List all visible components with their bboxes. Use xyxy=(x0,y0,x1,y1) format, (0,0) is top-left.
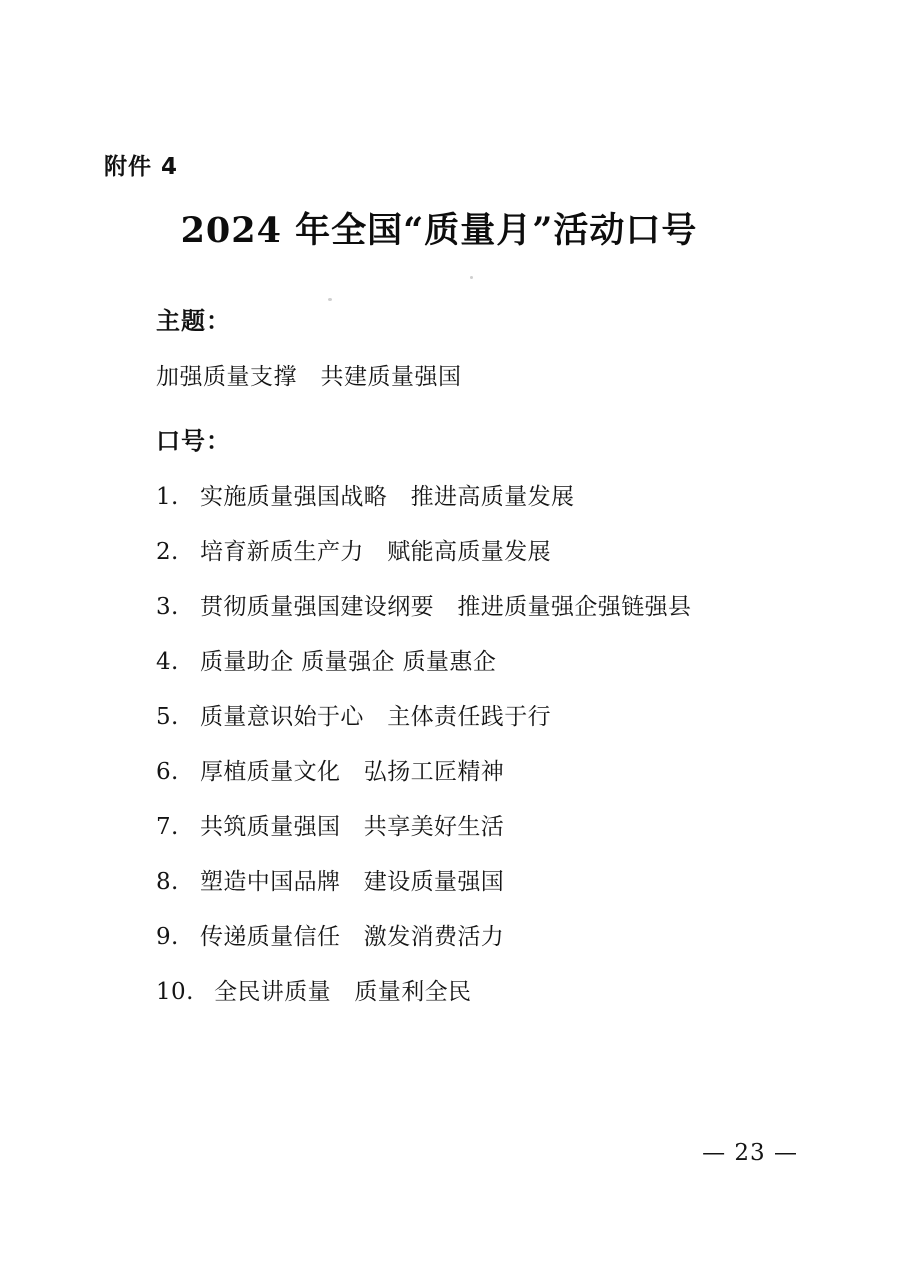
list-item xyxy=(104,918,804,951)
list-item-number: 9. xyxy=(156,924,179,950)
list-item-text: 全民讲质量 质量利全民 xyxy=(214,979,472,1005)
list-item-text: 实施质量强国战略 推进高质量发展 xyxy=(200,484,575,510)
page-number: — 23 — xyxy=(702,1140,798,1166)
theme-text: 加强质量支撑 共建质量强国 xyxy=(156,364,462,390)
document-body xyxy=(104,0,804,1006)
list-item xyxy=(104,588,804,621)
list-item-text: 塑造中国品牌 建设质量强国 xyxy=(200,869,505,895)
list-item xyxy=(104,533,804,566)
attachment-label: 附件 4 xyxy=(104,154,179,180)
list-item-text: 厚植质量文化 弘扬工匠精神 xyxy=(200,759,505,785)
list-item xyxy=(104,698,804,731)
list-item-text: 共筑质量强国 共享美好生活 xyxy=(200,814,505,840)
list-item xyxy=(104,478,804,511)
page-title: 2024 年全国“质量月”活动口号 xyxy=(180,210,698,251)
list-item-text: 培育新质生产力 赋能高质量发展 xyxy=(200,539,551,565)
list-item xyxy=(104,643,804,676)
list-item-number: 5. xyxy=(156,704,179,730)
list-item-text: 质量助企 质量强企 质量惠企 xyxy=(200,649,497,675)
list-item-number: 2. xyxy=(156,539,179,565)
list-item xyxy=(104,973,804,1006)
list-item-text: 质量意识始于心 主体责任践于行 xyxy=(200,704,551,730)
list-item-number: 1. xyxy=(156,484,179,510)
list-item-number: 7. xyxy=(156,814,179,840)
list-item-number: 4. xyxy=(156,649,179,675)
list-item xyxy=(104,753,804,786)
list-item-number: 3. xyxy=(156,594,179,620)
list-item xyxy=(104,808,804,841)
list-item xyxy=(104,863,804,896)
theme-heading: 主题： xyxy=(156,307,231,335)
list-item-number: 10. xyxy=(156,979,194,1005)
slogans-heading: 口号： xyxy=(156,427,231,455)
list-item-number: 6. xyxy=(156,759,179,785)
list-item-number: 8. xyxy=(156,869,179,895)
list-item-text: 传递质量信任 激发消费活力 xyxy=(200,924,505,950)
list-item-text: 贯彻质量强国建设纲要 推进质量强企强链强县 xyxy=(200,594,692,620)
slogan-list xyxy=(104,478,804,1006)
